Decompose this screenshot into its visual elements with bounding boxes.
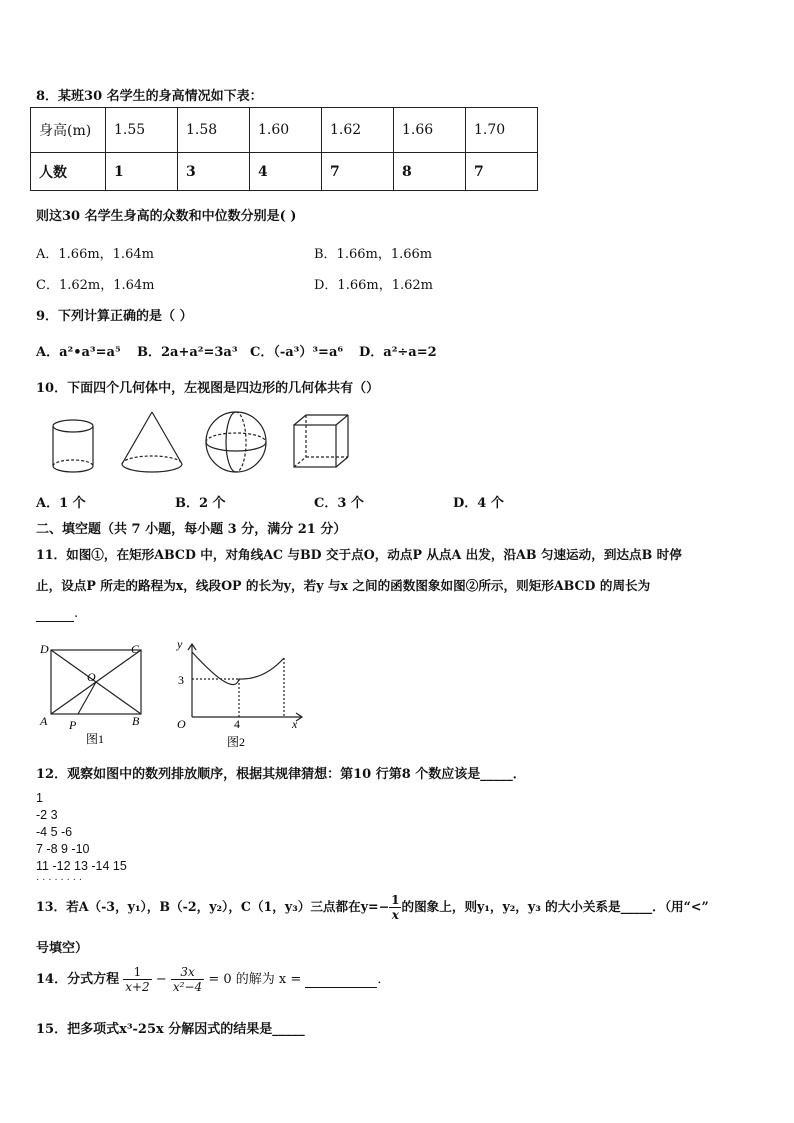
equation-rhs: = 0 的解为 x =: [208, 972, 302, 987]
q9-stem: 9．下列计算正确的是（ ）: [36, 309, 193, 324]
cone-icon: [122, 412, 182, 472]
q15-stem: 15．把多项式x³-25x 分解因式的结果是_____: [36, 1022, 305, 1037]
q9-option-a: A．a²•a³=a⁵: [36, 345, 121, 360]
fraction-denominator: x²−4: [172, 980, 203, 994]
q10-stem: 10．下面四个几何体中，左视图是四边形的几何体共有（）: [36, 381, 380, 396]
table-cell: 7: [466, 153, 538, 191]
fraction-numerator: 1: [391, 893, 400, 907]
q11-line2: 止，设点P 所走的路程为x，线段OP 的长为y，若y 与x 之间的函数图象如图②所示，则矩形ABCD 的周长为: [36, 578, 651, 593]
table-cell: 8: [394, 153, 466, 191]
list-item: · · · · · · · ·: [36, 874, 83, 885]
q11-answer-line: [36, 606, 78, 622]
q10-option-b: B．2 个: [175, 496, 226, 511]
origin-label: O: [177, 717, 186, 731]
q13-line2: 号填空）: [36, 941, 89, 956]
q11-period: .: [74, 606, 79, 621]
q11-line1: 11．如图①，在矩形ABCD 中，对角线AC 与BD 交于点O，动点P 从点A 出发，沿AB 匀速运动，到达点B 时停: [36, 547, 682, 562]
q10-option-a: A．1 个: [36, 496, 86, 511]
label-p: P: [69, 718, 77, 732]
fraction: [389, 893, 401, 922]
table-cell: 1.55: [106, 108, 178, 153]
list-item: 7 -8 9 -10: [36, 842, 90, 856]
figure-2-caption: 图2: [227, 735, 246, 749]
fraction-2: [171, 965, 204, 994]
q13-part1: 13．若A（-3，y₁），B（-2，y₂），C（1，y₃）三点都在y=−: [36, 899, 390, 914]
label-o: O: [87, 670, 96, 684]
fraction-denominator: x+2: [125, 980, 150, 994]
fraction-numerator: 1: [123, 965, 151, 980]
table-cell: 1.60: [250, 108, 322, 153]
q14-end: ．: [377, 972, 391, 987]
figure-1-caption: 图1: [86, 732, 105, 746]
height-table: [30, 107, 538, 191]
number-triangle: [36, 790, 127, 885]
q8-option-b: B．1.66m，1.66m: [314, 247, 433, 262]
fraction-denominator: x: [391, 908, 399, 922]
figure-2-graph: [188, 644, 302, 721]
q8-stem: 8．某班30 名学生的身高情况如下表：: [36, 89, 263, 104]
table-cell: 1.66: [394, 108, 466, 153]
q9-option-b: B．2a+a²=3a³: [137, 345, 238, 360]
label-d: D: [40, 642, 49, 656]
answer-blank: [36, 606, 74, 622]
q14-line: [36, 965, 390, 994]
q8-question: 则这30 名学生身高的众数和中位数分别是( ): [36, 209, 297, 224]
table-row2-label: 人数: [31, 153, 106, 191]
cube-icon: [294, 415, 348, 467]
q14-part1: 14．分式方程: [36, 972, 120, 987]
list-item: 11 -12 13 -14 15: [36, 859, 127, 873]
solids-figure: [40, 410, 370, 485]
q9-option-d: D．a²÷a=2: [359, 345, 437, 360]
table-cell: 7: [322, 153, 394, 191]
list-item: -2 3: [36, 808, 58, 822]
fraction-numerator: 3x: [171, 965, 204, 980]
q11-figures: [34, 638, 314, 750]
table-cell: 3: [178, 153, 250, 191]
table-cell: 1.58: [178, 108, 250, 153]
section-heading: 二、填空题（共 7 小题，每小题 3 分，满分 21 分）: [36, 522, 347, 537]
fraction-1: [123, 965, 151, 994]
table-cell: 1.62: [322, 108, 394, 153]
table-cell: 1.70: [466, 108, 538, 153]
q10-option-d: D．4 个: [453, 496, 504, 511]
axis-y-label: y: [177, 638, 183, 651]
minus-sign: −: [155, 972, 167, 987]
table-cell: 4: [250, 153, 322, 191]
q13-part2: 的图象上，则y₁，y₂，y₃ 的大小关系是_____．（用“<”: [401, 899, 709, 914]
cylinder-icon: [53, 420, 93, 472]
y-tick-3: 3: [178, 673, 184, 687]
q12-stem: 12．观察如图中的数列排放顺序，根据其规律猜想：第10 行第8 个数应该是_____．: [36, 767, 526, 782]
q8-option-d: D．1.66m，1.62m: [314, 278, 433, 293]
x-tick-4: 4: [234, 717, 240, 731]
q13-line1: [36, 893, 709, 922]
sphere-icon: [206, 412, 266, 472]
label-c: C: [131, 642, 140, 656]
table-cell: 1: [106, 153, 178, 191]
q8-option-a: A．1.66m，1.64m: [36, 247, 154, 262]
axis-x-label: x: [292, 717, 298, 731]
label-a: A: [40, 714, 48, 728]
q8-option-c: C．1.62m，1.64m: [36, 278, 155, 293]
list-item: 1: [36, 791, 43, 805]
figure-1-rectangle: [51, 650, 141, 714]
table-row1-label: 身高(m): [31, 108, 106, 153]
q10-option-c: C．3 个: [314, 496, 364, 511]
answer-blank: [305, 972, 377, 988]
list-item: -4 5 -6: [36, 825, 73, 839]
label-b: B: [132, 714, 140, 728]
q9-option-c: C．（-a³）³=a⁶: [250, 345, 344, 360]
